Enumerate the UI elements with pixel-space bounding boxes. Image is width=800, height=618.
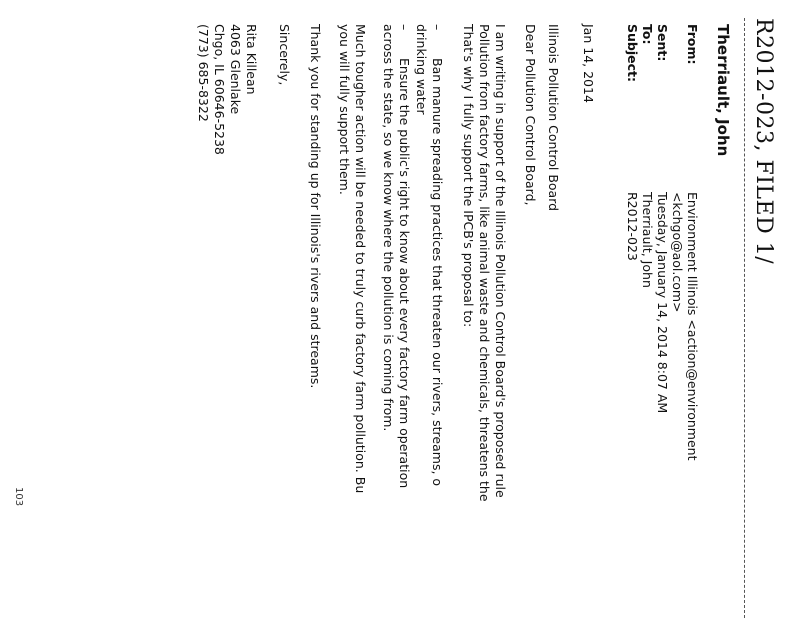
- stamp-divider: [744, 18, 745, 618]
- paragraph-3: Thank you for standing up for Illinois's rivers and streams.: [308, 24, 323, 389]
- sent-value: Tuesday, January 14, 2014 8:07 AM: [655, 192, 670, 414]
- to-row: [640, 24, 655, 288]
- signature-phone: (773) 685-8322: [196, 24, 211, 122]
- sent-label: Sent:: [655, 24, 670, 62]
- from-value-2: <kchgo@aol.com>: [670, 192, 685, 313]
- bullet-dash-1: –: [430, 24, 445, 31]
- signature-street: 4063 Glenlake: [228, 24, 243, 115]
- paragraph-2-line-2: you will fully support them.: [337, 24, 352, 195]
- bullet-2-line-2: across the state, so we know where the pollution is coming from.: [381, 24, 396, 432]
- bullet-1-line-1: Ban manure spreading practices that threaten our rivers, streams, o: [430, 58, 445, 487]
- bullet-dash-2: –: [397, 24, 412, 31]
- letter-salutation: Dear Pollution Control Board,: [523, 24, 538, 206]
- letter-date: Jan 14, 2014: [581, 24, 596, 103]
- paragraph-1-line-1: I am writing in support of the Illinois Pollution Control Board's proposed rule: [493, 24, 508, 498]
- subject-row: [625, 24, 640, 261]
- paragraph-1-line-3: That's why I fully support the IPCB's proposal to:: [461, 24, 476, 328]
- from-row: [685, 24, 700, 460]
- subject-label: Subject:: [625, 24, 640, 82]
- paragraph-1-line-2: Pollution from factory farms, like animal waste and chemicals, threatens the: [477, 24, 492, 502]
- to-value: Therriault, John: [640, 192, 655, 288]
- paragraph-2-line-1: Much tougher action will be needed to truly curb factory farm pollution. Bu: [353, 24, 368, 494]
- closing: Sincerely,: [277, 24, 292, 86]
- filing-stamp: R2012-023, FILED 1/: [751, 18, 776, 265]
- subject-value: R2012-023: [625, 192, 640, 261]
- from-label: From:: [685, 24, 700, 65]
- page-number: 103: [13, 487, 24, 507]
- to-label: To:: [640, 24, 655, 45]
- signature-name: Rita Killean: [244, 24, 259, 95]
- from-value: Environment Illinois <action@environment: [685, 192, 700, 461]
- sender-name: Therriault, John: [714, 24, 732, 157]
- signature-city: Chgo, IL 60646-5238: [212, 24, 227, 155]
- sent-row: [655, 24, 670, 413]
- letter-recipient: Illinois Pollution Control Board: [546, 24, 561, 212]
- bullet-2-line-1: Ensure the public's right to know about every factory farm operation: [397, 58, 412, 489]
- bullet-1-line-2: drinking water: [414, 24, 429, 115]
